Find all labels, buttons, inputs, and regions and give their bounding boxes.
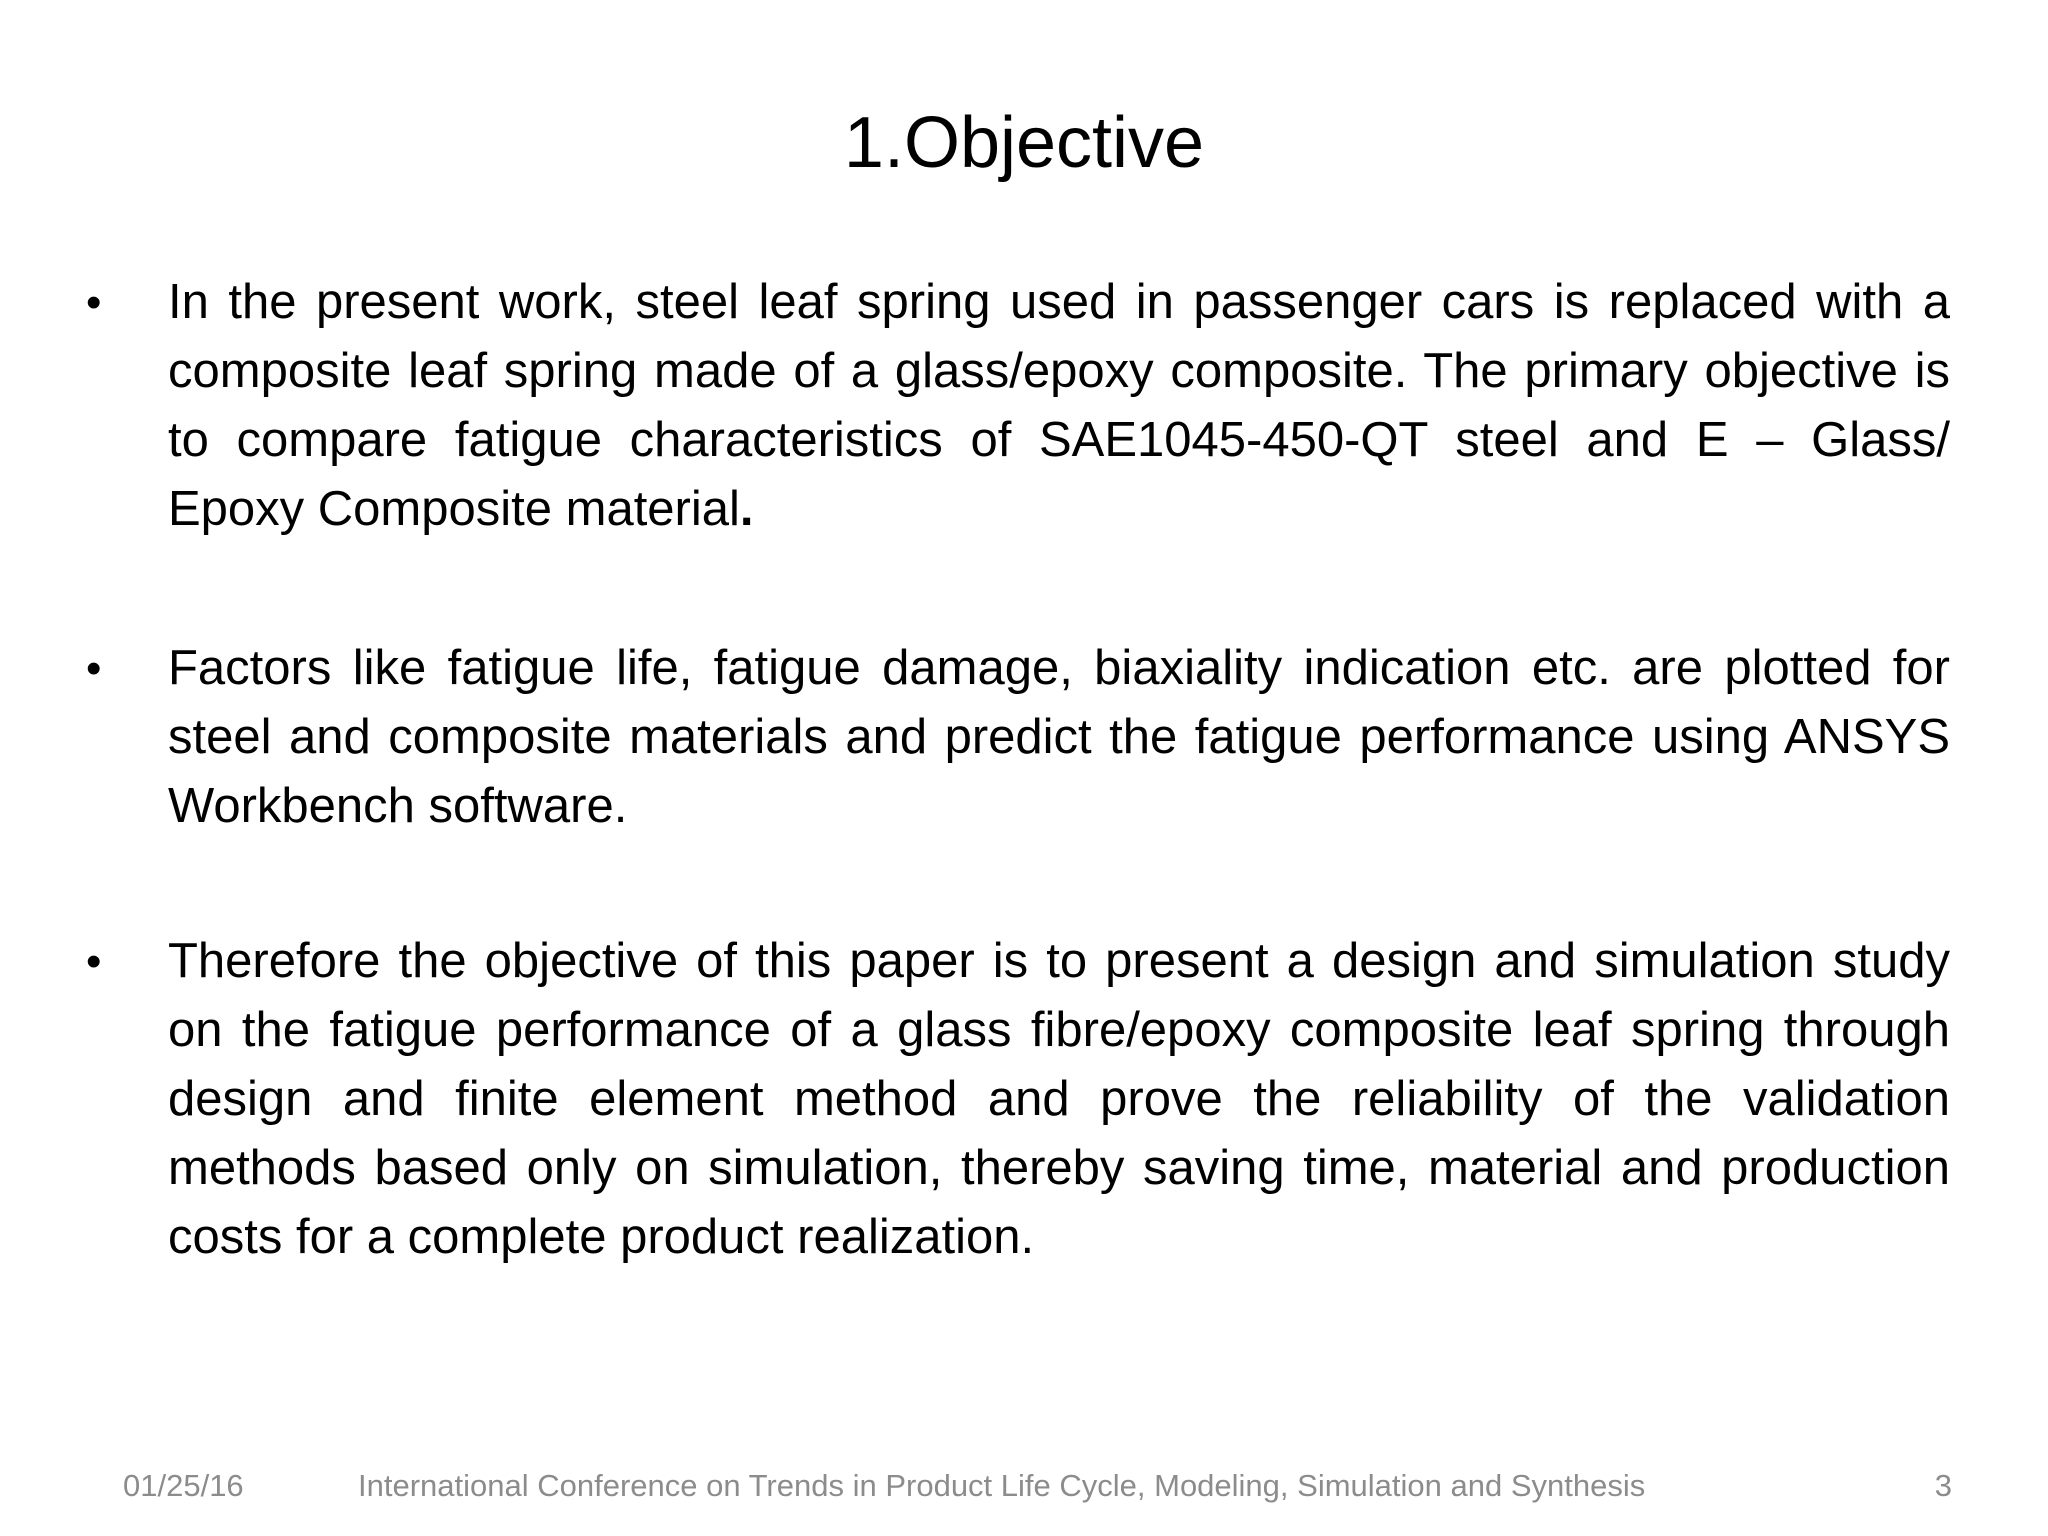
bullet-item (80, 634, 1950, 841)
bullet-text: In the present work, steel leaf spring used in passenger cars is replaced with a composite leaf spring made of a glass/epoxy composite. The primary objective is to compare fatigue characteristics of SAE1045-450-QT steel and E – Glass/ Epoxy Composite material (168, 275, 1950, 536)
bullet-item (80, 927, 1950, 1272)
footer-conference: International Conference on Trends in Product Life Cycle, Modeling, Simulation and Synthesis (358, 1468, 1646, 1503)
bullet-item (80, 268, 1950, 544)
bullet-trailing-period: . (739, 482, 754, 536)
bullet-text: Therefore the objective of this paper is to present a design and simulation study on the fatigue performance of a glass fibre/epoxy composite leaf spring through design and finite element method and prove the reliability of the validation methods based only on simulation, thereby saving time, material and production costs for a complete product realization. (168, 934, 1950, 1264)
bullet-icon: • (86, 937, 102, 986)
footer-date: 01/25/16 (123, 1468, 244, 1503)
bullet-icon: • (86, 644, 102, 693)
footer-page-number: 3 (1934, 1468, 1952, 1503)
bullet-icon: • (86, 278, 102, 327)
bullet-list (80, 268, 1950, 1362)
slide-title: 1.Objective (843, 103, 1205, 183)
bullet-text: Factors like fatigue life, fatigue damage, biaxiality indication etc. are plotted for steel and composite materials and predict the fatigue performance using ANSYS Workbench software. (168, 641, 1950, 833)
